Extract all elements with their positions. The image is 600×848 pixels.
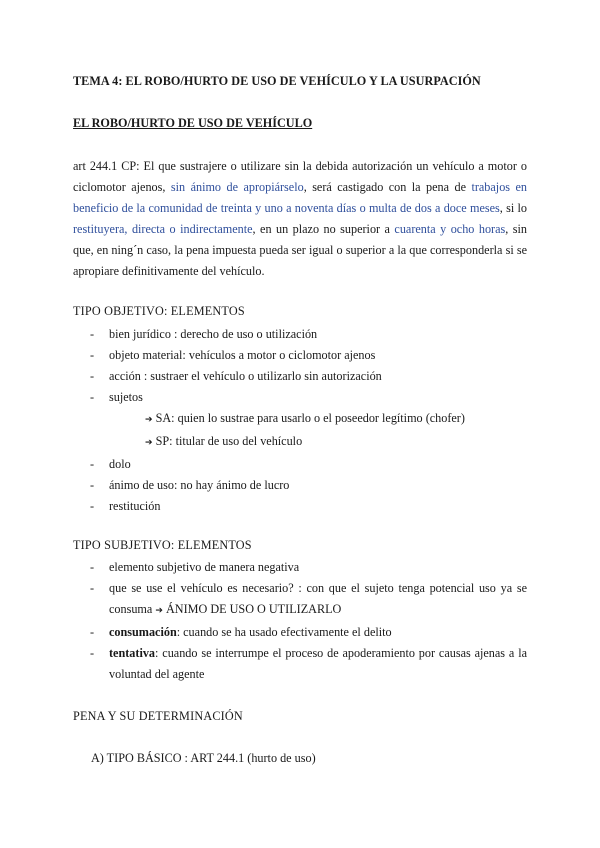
- list-item-text: objeto material: vehículos a motor o ciclomotor ajenos: [109, 348, 376, 362]
- list-item-text: acción : sustraer el vehículo o utilizarlo sin autorización: [109, 369, 382, 383]
- tipo-subjetivo-heading: TIPO SUBJETIVO: ELEMENTOS: [73, 538, 252, 552]
- bullet-dash: -: [90, 478, 95, 492]
- list-item: [73, 454, 527, 475]
- sub-item: [145, 431, 527, 454]
- list-item: [73, 578, 527, 622]
- list-item-text: dolo: [109, 457, 131, 471]
- article-highlight-4: cuarenta y ocho horas: [394, 222, 506, 236]
- sub-item: [145, 408, 527, 431]
- list-item: [73, 557, 527, 578]
- article-paragraph: [73, 156, 527, 282]
- list-item-text: sujetos: [109, 390, 143, 404]
- list-item-text: elemento subjetivo de manera negativa: [109, 560, 300, 574]
- bullet-dash: -: [90, 499, 95, 513]
- list-item-text-emphasis: ÁNIMO DE USO O UTILIZARLO: [162, 602, 342, 616]
- tipo-objetivo-heading: TIPO OBJETIVO: ELEMENTOS: [73, 304, 245, 318]
- list-item: [73, 622, 527, 643]
- bullet-dash: -: [90, 625, 95, 639]
- arrow-right-icon: ➔: [155, 606, 163, 616]
- list-item: [73, 496, 527, 517]
- article-text-2: , será castigado con la pena de: [303, 180, 472, 194]
- article-highlight-1: sin ánimo de apropiárselo: [170, 180, 304, 194]
- bullet-dash: -: [90, 581, 95, 595]
- article-highlight-2: trabajos en beneficio de la comunidad de treinta y uno a noventa días o multa de dos a doce meses: [73, 180, 527, 215]
- list-item: [73, 345, 527, 366]
- pena-item-a: A) TIPO BÁSICO : ART 244.1 (hurto de uso): [91, 751, 316, 765]
- bullet-dash: -: [90, 390, 95, 404]
- list-item-text: restitución: [109, 499, 161, 513]
- sub-item-text: SP: titular de uso del vehículo: [155, 434, 303, 448]
- list-item-text: : cuando se ha usado efectivamente el delito: [176, 625, 392, 639]
- article-text-5: , sin que, en ning´n caso, la pena impuesta pueda ser igual o superior a la que corresponderla si se apropiare definitivamente del vehículo.: [73, 222, 527, 278]
- list-item-text: ánimo de uso: no hay ánimo de lucro: [109, 478, 290, 492]
- arrow-right-icon: ➔: [145, 415, 153, 425]
- article-text-1: art 244.1 CP: El que sustrajere o utilizare sin la debida autorización un vehículo a motor o ciclomotor ajenos,: [73, 159, 527, 194]
- list-item-text: : cuando se interrumpe el proceso de apoderamiento por causas ajenas a la voluntad del agente: [109, 646, 527, 681]
- tipo-objetivo-list: [73, 324, 527, 517]
- article-text-4: , en un plazo no superior a: [252, 222, 395, 236]
- list-item: [73, 387, 527, 454]
- bullet-dash: -: [90, 327, 95, 341]
- article-highlight-3: restituyera, directa o indirectamente: [73, 222, 253, 236]
- term-bold: consumación: [109, 625, 177, 639]
- section-subtitle: EL ROBO/HURTO DE USO DE VEHÍCULO: [73, 116, 313, 130]
- list-item-text: que se use el vehículo es necesario? : con que el sujeto tenga potencial uso ya se consuma: [109, 581, 527, 616]
- list-item: [73, 643, 527, 685]
- bullet-dash: -: [90, 369, 95, 383]
- tipo-subjetivo-list: [73, 557, 527, 685]
- list-item: [73, 475, 527, 496]
- document-title: TEMA 4: EL ROBO/HURTO DE USO DE VEHÍCULO Y LA USURPACIÓN: [73, 74, 481, 88]
- list-item: [73, 366, 527, 387]
- sujetos-sublist: [109, 408, 527, 454]
- bullet-dash: -: [90, 560, 95, 574]
- article-text-3: , si lo: [499, 201, 528, 215]
- list-item: [73, 324, 527, 345]
- list-item-text: bien jurídico : derecho de uso o utilización: [109, 327, 318, 341]
- arrow-right-icon: ➔: [145, 438, 153, 448]
- pena-heading: PENA Y SU DETERMINACIÓN: [73, 709, 243, 723]
- term-bold: tentativa: [109, 646, 156, 660]
- sub-item-text: SA: quien lo sustrae para usarlo o el poseedor legítimo (chofer): [155, 411, 465, 425]
- bullet-dash: -: [90, 457, 95, 471]
- bullet-dash: -: [90, 646, 95, 660]
- bullet-dash: -: [90, 348, 95, 362]
